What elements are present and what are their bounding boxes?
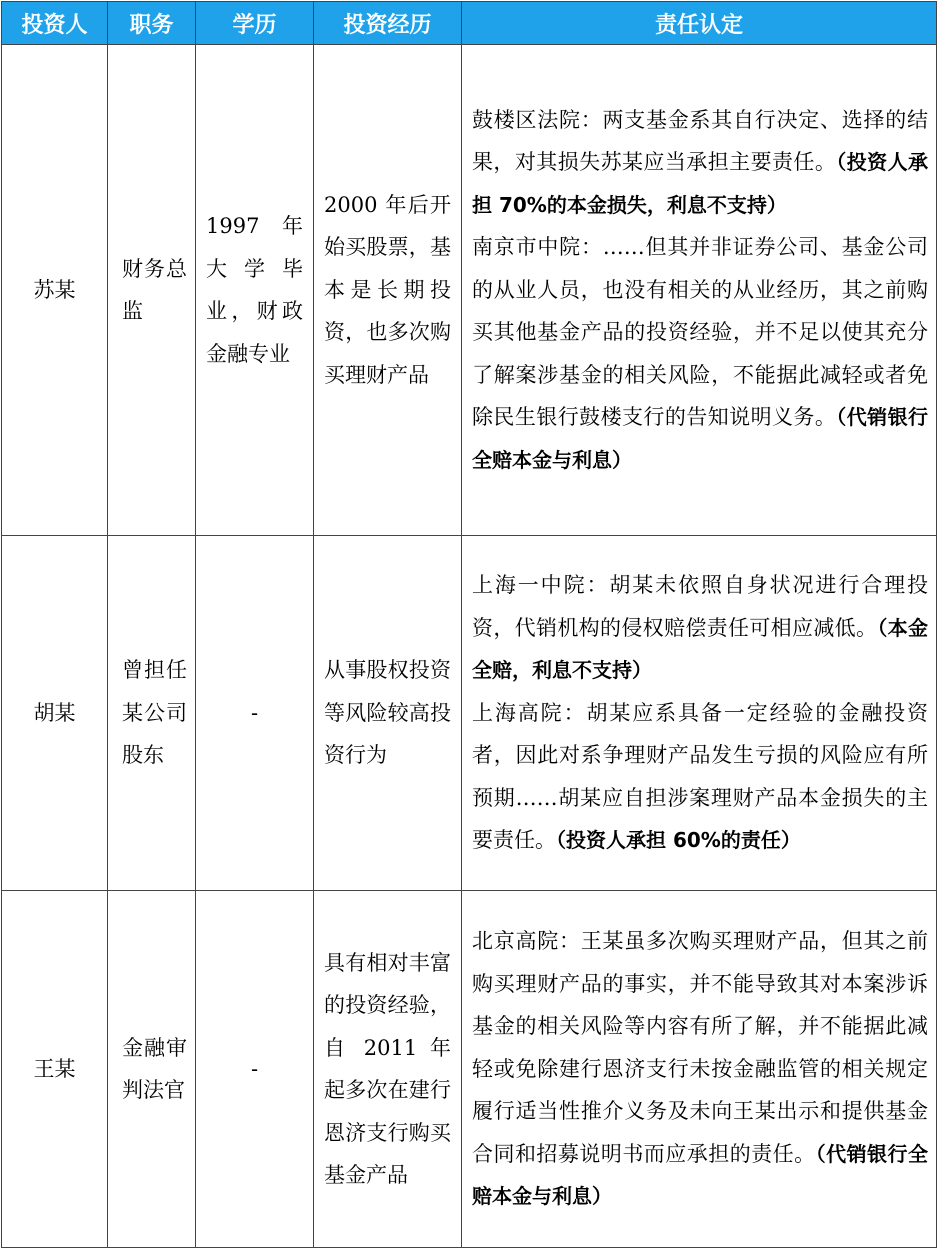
header-position: 职务 (108, 2, 196, 45)
ruling-outcome: （代销银行全赔本金与利息） (472, 1141, 929, 1209)
ruling-paragraph (472, 564, 928, 692)
investor-cell: 王某 (2, 891, 108, 1248)
ruling-text: 上海一中院：胡某未依照自身状况进行合理投资，代销机构的侵权赔偿责任可相应减低。 (472, 573, 928, 640)
liability-table (1, 1, 937, 1248)
ruling-outcome: （投资人承担 70%的本金损失，利息不支持） (472, 150, 929, 217)
ruling-outcome: （投资人承担 60%的责任） (556, 828, 801, 853)
ruling-text: 北京高院：王某虽多次购买理财产品，但其之前购买理财产品的事实，并不能导致其对本案涉诉基金的相关风险等内容有所了解，并不能据此减轻或免除建行恩济支行未按金融监管的相关规定履行适当性推介义务及未向王某出示和提供基金合同和招募说明书而应承担的责任。 (472, 929, 928, 1166)
experience-cell: 从事股权投资等风险较高投资行为 (314, 536, 462, 891)
ruling-paragraph (472, 226, 928, 481)
education-cell: 1997 年大学毕业，财政金融专业 (196, 45, 314, 536)
ruling-cell (462, 45, 937, 536)
ruling-outcome: （代销银行全赔本金与利息） (472, 405, 929, 472)
position-cell: 曾担任某公司股东 (108, 536, 196, 891)
position-cell: 财务总监 (108, 45, 196, 536)
ruling-text: 南京市中院：……但其并非证券公司、基金公司的从业人员，也没有相关的从业经历，其之前购买其他基金产品的投资经验，并不足以使其充分了解案涉基金的相关风险，不能据此减轻或者免除民生银行鼓楼支行的告知说明义务。 (472, 235, 928, 430)
header-experience: 投资经历 (314, 2, 462, 45)
investor-cell: 苏某 (2, 45, 108, 536)
ruling-text: 鼓楼区法院：两支基金系其自行决定、选择的结果，对其损失苏某应当承担主要责任。 (472, 107, 928, 175)
ruling-paragraph (472, 692, 928, 862)
table-row (2, 45, 937, 536)
investor-cell: 胡某 (2, 536, 108, 891)
table-row (2, 891, 937, 1248)
experience-cell: 2000 年后开始买股票，基本是长期投资，也多次购买理财产品 (314, 45, 462, 536)
header-row (2, 2, 937, 45)
education-cell: - (196, 891, 314, 1248)
ruling-outcome: （本金全赔，利息不支持） (472, 615, 929, 683)
header-liability: 责任认定 (462, 2, 937, 45)
ruling-text: 上海高院：胡某应系具备一定经验的金融投资者，因此对系争理财产品发生亏损的风险应有所预期……胡某应自担涉案理财产品本金损失的主要责任。 (472, 700, 928, 853)
ruling-paragraph (472, 99, 928, 227)
table-row (2, 536, 937, 891)
education-cell: - (196, 536, 314, 891)
ruling-paragraph (472, 920, 928, 1218)
ruling-cell (462, 536, 937, 891)
experience-cell: 具有相对丰富的投资经验，自 2011 年起多次在建行恩济支行购买基金产品 (314, 891, 462, 1248)
header-education: 学历 (196, 2, 314, 45)
ruling-cell (462, 891, 937, 1248)
position-cell: 金融审判法官 (108, 891, 196, 1248)
header-investor: 投资人 (2, 2, 108, 45)
